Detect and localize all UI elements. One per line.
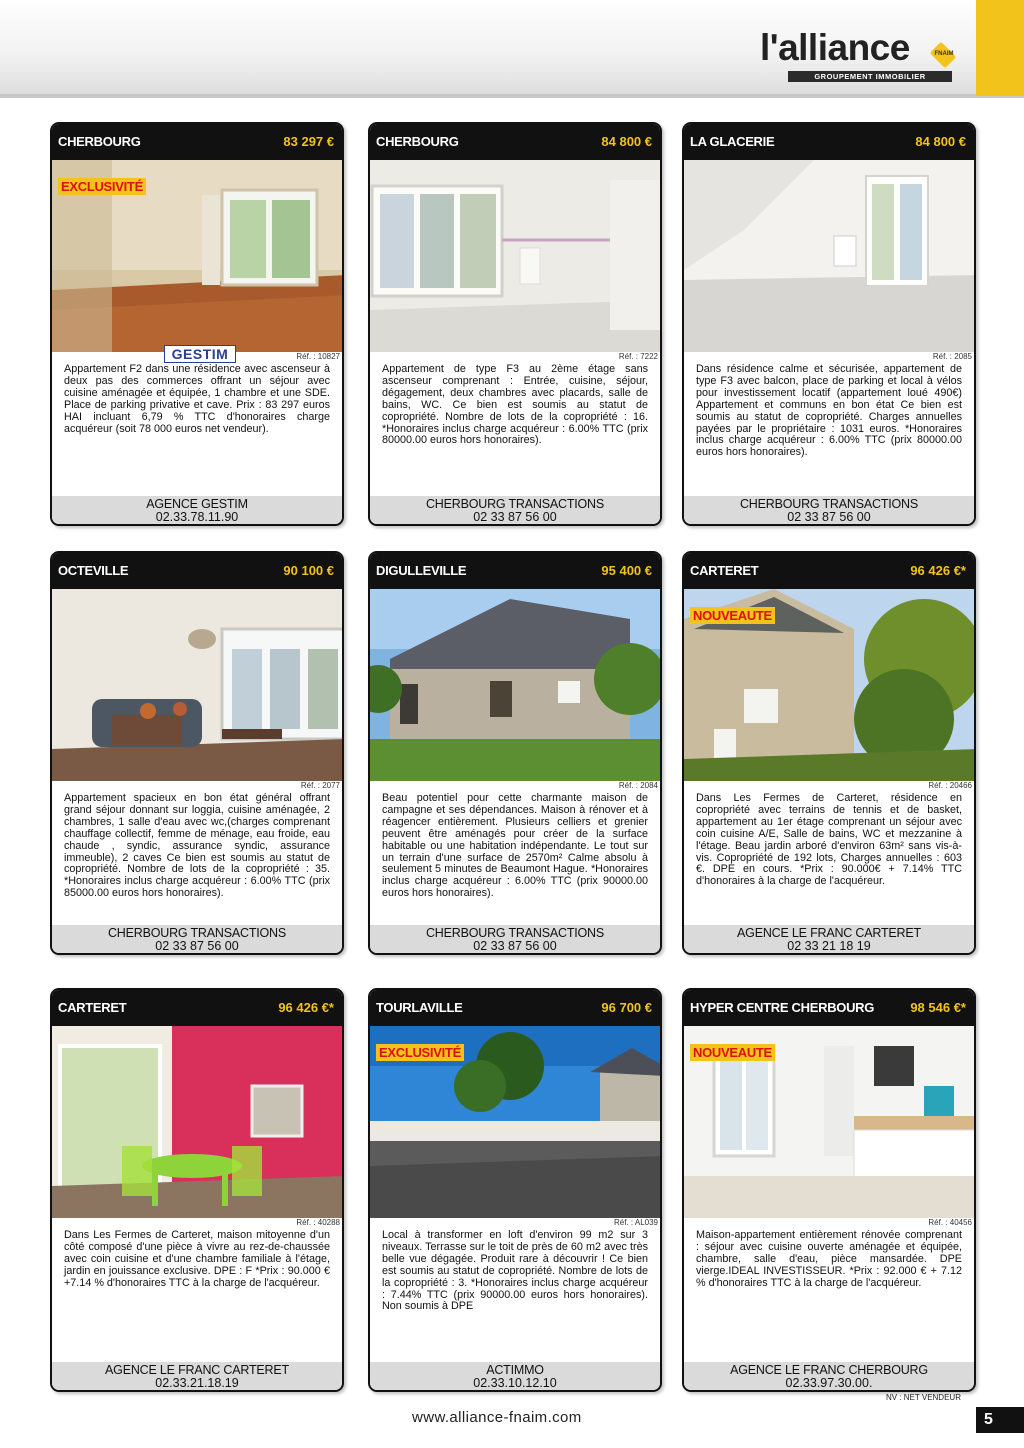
card-footer bbox=[370, 925, 660, 953]
agency-phone[interactable]: 02 33 87 56 00 bbox=[473, 510, 557, 524]
listing-city: OCTEVILLE bbox=[58, 563, 129, 578]
agency-phone[interactable]: 02 33 21 18 19 bbox=[787, 939, 871, 953]
listing-description: Dans résidence calme et sécurisée, appartement de type F3 avec balcon, place de parking et local à vélos pour investissement locatif (appartement loué 490€) Appartement et communs en bon état Ce bien est soumis au statut de copropriété. Charges annuelles payées par le propriétaire : 1031 euros. *Honoraires inclus charge acquéreur : 6.00% TTC (prix 80000.00 euros hors honoraires). bbox=[696, 363, 962, 459]
card-header bbox=[52, 990, 342, 1026]
listing-price: 83 297 € bbox=[283, 134, 334, 149]
card-header bbox=[52, 553, 342, 589]
listing-city: HYPER CENTRE CHERBOURG bbox=[690, 1000, 875, 1015]
logo-text: l'alliance bbox=[760, 27, 910, 68]
agency-name: ACTIMMO bbox=[486, 1363, 544, 1377]
listing-city: DIGULLEVILLE bbox=[376, 563, 467, 578]
listing-photo[interactable] bbox=[370, 160, 660, 352]
card-footer bbox=[684, 925, 974, 953]
card-header bbox=[52, 124, 342, 160]
listing-ref: Réf. : AL039 bbox=[613, 1218, 658, 1227]
listing-price: 84 800 € bbox=[601, 134, 652, 149]
card-header bbox=[684, 124, 974, 160]
listing-card[interactable] bbox=[50, 122, 344, 526]
listing-city: LA GLACERIE bbox=[690, 134, 775, 149]
card-footer bbox=[370, 1362, 660, 1390]
agency-name: AGENCE LE FRANC CARTERET bbox=[737, 926, 921, 940]
listing-price: 96 426 €* bbox=[910, 563, 966, 578]
listing-description: Beau potentiel pour cette charmante maison de campagne et ses dépendances. Maison à rénover et à réagencer entièrement. Plusieurs celliers et grenier peuvent être aménagés pour créer de la surface habitable ou une habitation indépendante. Le tout sur un terrain d'une surface de 2570m² Calme absolu à seulement 5 minutes de Beaumont Hague. *Honoraires inclus charge acquéreur : 6.00% TTC (prix 90000.00 euros hors honoraires). bbox=[382, 792, 648, 900]
listing-city: CHERBOURG bbox=[376, 134, 459, 149]
listing-city: CARTERET bbox=[58, 1000, 127, 1015]
listing-price: 96 426 €* bbox=[278, 1000, 334, 1015]
agency-name: AGENCE LE FRANC CARTERET bbox=[105, 1363, 289, 1377]
card-footer bbox=[370, 496, 660, 524]
fnaim-badge-text: FNAIM bbox=[934, 51, 954, 57]
listing-ref: Réf. : 2085 bbox=[932, 352, 972, 361]
agency-phone[interactable]: 02 33 87 56 00 bbox=[473, 939, 557, 953]
listing-card[interactable] bbox=[368, 988, 662, 1392]
listing-price: 96 700 € bbox=[601, 1000, 652, 1015]
card-footer bbox=[684, 496, 974, 524]
listing-description: Appartement de type F3 au 2ème étage sans ascenseur comprenant : Entrée, cuisine, séjour, dégagement, deux chambres avec placards, salle de bains, WC. Ce bien est soumis au statut de copropriété. Nombre de lots de la copropriété : 16. *Honoraires inclus charge acquéreur : 6.00% TTC (prix 80000.00 euros hors honoraires). bbox=[382, 363, 648, 447]
listing-card[interactable] bbox=[682, 988, 976, 1392]
agency-phone[interactable]: 02.33.21.18.19 bbox=[155, 1376, 239, 1390]
agency-phone[interactable]: 02.33.10.12.10 bbox=[473, 1376, 557, 1390]
agency-name: CHERBOURG TRANSACTIONS bbox=[425, 497, 605, 511]
listing-ref: Réf. : 2077 bbox=[300, 781, 340, 790]
alliance-logo bbox=[760, 26, 960, 86]
card-footer bbox=[684, 1362, 974, 1390]
card-footer bbox=[52, 1362, 342, 1390]
agency-name: CHERBOURG TRANSACTIONS bbox=[107, 926, 287, 940]
listing-card[interactable] bbox=[368, 551, 662, 955]
listing-city: CARTERET bbox=[690, 563, 759, 578]
listing-card[interactable] bbox=[50, 551, 344, 955]
agency-phone[interactable]: 02.33.97.30.00. bbox=[785, 1376, 873, 1390]
net-vendeur-note: NV : NET VENDEUR bbox=[886, 1393, 961, 1402]
new-listing-tag: NOUVEAUTE bbox=[690, 1044, 775, 1061]
listing-ref: Réf. : 2084 bbox=[618, 781, 658, 790]
website-link[interactable]: www.alliance-fnaim.com bbox=[412, 1409, 582, 1426]
agency-phone[interactable]: 02 33 87 56 00 bbox=[787, 510, 871, 524]
listing-card[interactable] bbox=[682, 122, 976, 526]
listing-photo[interactable] bbox=[52, 1026, 342, 1218]
new-listing-tag: NOUVEAUTE bbox=[690, 607, 775, 624]
card-header bbox=[370, 990, 660, 1026]
card-footer bbox=[52, 496, 342, 524]
listing-photo[interactable] bbox=[52, 589, 342, 781]
exclusivity-tag: EXCLUSIVITÉ bbox=[58, 178, 146, 195]
listing-ref: Réf. : 7222 bbox=[618, 352, 658, 361]
listing-description: Local à transformer en loft d'environ 99 m2 sur 3 niveaux. Terrasse sur le toit de près de 60 m2 avec très belle vue dégagée. Produit rare à découvrir ! Ce bien est soumis au statut de copropriété. Nombre de lots de la copropriété : 3. *Honoraires inclus charge acquéreur : 7.44% TTC (prix 90000.00 euros hors honoraires). Non soumis à DPE bbox=[382, 1229, 648, 1313]
listing-card[interactable] bbox=[50, 988, 344, 1392]
listing-description: Maison-appartement entièrement rénovée comprenant : séjour avec cuisine ouverte aménagée et équipée, chambre, salle d'eau, pièce mansardée. DPE vierge.IDEAL INVESTISSEUR. *Prix : 92.000 € + 7.12 % d'honoraires TTC à la charge de l'acquéreur. bbox=[696, 1229, 962, 1289]
listing-price: 95 400 € bbox=[601, 563, 652, 578]
listing-price: 98 546 €* bbox=[910, 1000, 966, 1015]
header-divider bbox=[0, 94, 1024, 98]
listing-description: Appartement spacieux en bon état général offrant grand séjour donnant sur loggia, cuisine aménagée, 2 chambres, 1 salle d'eau avec wc,(charges comprenant chauffage collectif, femme de ménage, eau froide, eau chaude , syndic, assurance syndic, assurance immeuble), 2 caves Ce bien est soumis au statut de copropriété. Nombre de lots de la copropriété : 35. *Honoraires inclus charge acquéreur : 6.00% TTC (prix 85000.00 euros hors honoraires). bbox=[64, 792, 330, 900]
listing-ref: Réf. : 40456 bbox=[928, 1218, 972, 1227]
agency-name: CHERBOURG TRANSACTIONS bbox=[739, 497, 919, 511]
agency-phone[interactable]: 02.33.78.11.90 bbox=[155, 510, 239, 524]
card-footer bbox=[52, 925, 342, 953]
listing-photo[interactable] bbox=[684, 160, 974, 352]
listing-card[interactable] bbox=[682, 551, 976, 955]
card-header bbox=[684, 553, 974, 589]
agency-name: AGENCE GESTIM bbox=[146, 497, 248, 511]
listing-description: Dans Les Fermes de Carteret, maison mitoyenne d'un côté composé d'une pièce à vivre au rez-de-chaussée avec coin cuisine et d'une chambre familiale à l'étage, jardin en jouissance exclusive. DPE : F *Prix : 90.000 € +7.14 % d'honoraires TTC à la charge de l'acquéreur. bbox=[64, 1229, 330, 1289]
listing-city: TOURLAVILLE bbox=[376, 1000, 463, 1015]
header-accent-bar bbox=[976, 0, 1024, 96]
agency-name: AGENCE LE FRANC CHERBOURG bbox=[730, 1363, 928, 1377]
card-header bbox=[684, 990, 974, 1026]
agency-phone[interactable]: 02 33 87 56 00 bbox=[155, 939, 239, 953]
listing-description: Dans Les Fermes de Carteret, résidence en copropriété avec terrains de tennis et de basket, appartement au 1er étage comprenant un séjour avec coin cuisine A/E, Salle de bains, WC et mezzanine à l'étage. Beau jardin arboré d'environ 63m² sans vis-à-vis. Copropriété de 192 lots, Charges annuelles : 603 €. DPE en cours. *Prix : 90.000€ + 7.14% TTC d'honoraires à la charge de l'acquéreur. bbox=[696, 792, 962, 888]
listing-city: CHERBOURG bbox=[58, 134, 141, 149]
listing-card[interactable] bbox=[368, 122, 662, 526]
card-header bbox=[370, 553, 660, 589]
listing-ref: Réf. : 40288 bbox=[296, 1218, 340, 1227]
agency-name: CHERBOURG TRANSACTIONS bbox=[425, 926, 605, 940]
exclusivity-tag: EXCLUSIVITÉ bbox=[376, 1044, 464, 1061]
page-number: 5 bbox=[976, 1407, 1024, 1433]
listing-ref: Réf. : 10827 bbox=[296, 352, 340, 361]
listing-price: 90 100 € bbox=[283, 563, 334, 578]
listing-ref: Réf. : 20466 bbox=[928, 781, 972, 790]
listing-photo[interactable] bbox=[370, 589, 660, 781]
card-header bbox=[370, 124, 660, 160]
listing-price: 84 800 € bbox=[915, 134, 966, 149]
listing-description: Appartement F2 dans une résidence avec ascenseur à deux pas des commerces offrant un séjour avec cuisine aménagée et équipée, 1 chambre et une SDE. Place de parking privative et cave. Prix : 83 297 euros HAI incluant 6,79 % TTC d'honoraires charge acquéreur (soit 78 000 euros net vendeur). bbox=[64, 363, 330, 435]
logo-subtitle: GROUPEMENT IMMOBILIER bbox=[788, 71, 952, 82]
gestim-logo: GESTIM bbox=[164, 345, 236, 363]
